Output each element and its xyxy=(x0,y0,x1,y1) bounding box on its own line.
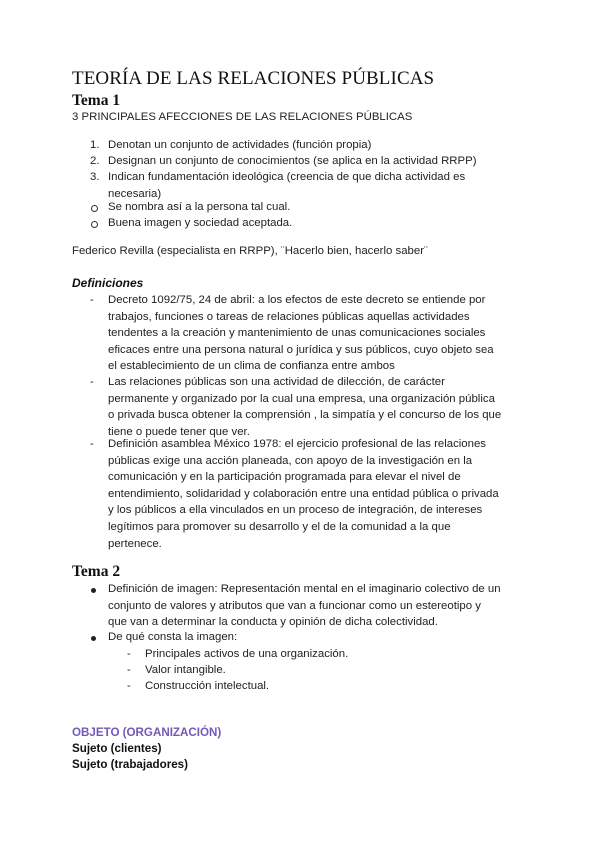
list-item-line: Denotan un conjunto de actividades (función propia) xyxy=(108,139,372,151)
hollow-circle-icon xyxy=(91,221,98,228)
dash-marker: - xyxy=(90,294,94,306)
list-item xyxy=(108,153,477,170)
list-item: Se nombra así a la persona tal cual. xyxy=(108,201,291,213)
definition-item xyxy=(108,374,501,440)
list-item: Buena imagen y sociedad aceptada. xyxy=(108,217,293,229)
definition-line: comunicación y en la participación programada para elevar el nivel de xyxy=(108,471,461,484)
definiciones-heading: Definiciones xyxy=(72,276,144,290)
definition-line: tendentes a la creación y mantenimiento de unas comunicaciones sociales xyxy=(108,327,486,340)
definition-line: el establecimiento de un clima de confianza entre ambos xyxy=(108,360,395,373)
hollow-circle-icon xyxy=(91,205,98,212)
list-item-line: necesaria) xyxy=(108,187,162,200)
definition-line: legítimos para promover su desarrollo y el de la comunidad a la que xyxy=(108,520,451,533)
definition-line: públicas exige una acción planeada, con apoyo de la investigación en la xyxy=(108,454,473,467)
bullet-icon xyxy=(91,588,96,593)
objeto-heading: OBJETO (ORGANIZACIÓN) xyxy=(72,726,222,739)
bullet-icon xyxy=(91,636,96,641)
definition-line: trabajos, funciones o tareas de relaciones públicas aquellas actividades xyxy=(108,310,470,323)
list-item xyxy=(108,137,371,154)
list-item xyxy=(108,629,237,646)
document-title: TEORÍA DE LAS RELACIONES PÚBLICAS xyxy=(72,68,435,89)
definition-line: entendimiento, solidaridad y colaboración entre una entidad pública o privada xyxy=(108,487,499,500)
list-item-line: Definición de imagen: Representación mental en el imaginario colectivo de un xyxy=(108,583,501,595)
list-item-line: De qué consta la imagen: xyxy=(108,631,238,643)
list-marker: 1. xyxy=(90,139,100,151)
list-item: Construcción intelectual. xyxy=(145,680,270,692)
tema1-heading: Tema 1 xyxy=(72,92,121,109)
definition-line: y los públicos a ella vinculados en un proceso de integración, de intereses xyxy=(108,504,483,517)
list-item-line: Designan un conjunto de conocimientos (se aplica en la actividad RRPP) xyxy=(108,155,477,167)
list-item: Principales activos de una organización. xyxy=(145,648,349,660)
definition-item xyxy=(108,292,494,375)
dash-marker: - xyxy=(127,648,131,660)
definition-line: permanente y organizado por la cual una empresa, una organización pública xyxy=(108,392,495,405)
list-item-line: conjunto de valores y atributos que van a funcionar como un estereotipo y xyxy=(108,599,481,612)
definition-line: Decreto 1092/75, 24 de abril: a los efectos de este decreto se entiende por xyxy=(108,294,486,306)
tema1-subtitle: 3 PRINCIPALES AFECCIONES DE LAS RELACIONES PÚBLICAS xyxy=(72,111,413,123)
list-item-line: Indican fundamentación ideológica (creencia de que dicha actividad es xyxy=(108,171,466,183)
list-item: Valor intangible. xyxy=(145,664,226,676)
sujeto-clientes: Sujeto (clientes) xyxy=(72,742,162,755)
dash-marker: - xyxy=(90,438,94,450)
definition-line: Definición asamblea México 1978: el ejercicio profesional de las relaciones xyxy=(108,438,486,450)
list-marker: 3. xyxy=(90,171,100,183)
list-item xyxy=(108,169,465,202)
definition-item xyxy=(108,436,499,552)
definition-line: eficaces entre una persona natural o jurídica y sus públicos, cuyo objeto sea xyxy=(108,343,494,356)
list-item xyxy=(108,581,501,631)
dash-marker: - xyxy=(90,376,94,388)
definition-line: o privada busca obtener la comprensión , la simpatía y el concurso de los que xyxy=(108,409,502,422)
definition-line: Las relaciones públicas son una actividad de dilección, de carácter xyxy=(108,376,445,388)
definition-line: tiene o puede tener que ver. xyxy=(108,425,250,438)
tema2-heading: Tema 2 xyxy=(72,563,121,580)
list-item-line: que van a determinar la conducta y opinión de dicha colectividad. xyxy=(108,616,438,629)
dash-marker: - xyxy=(127,680,131,692)
sujeto-trabajadores: Sujeto (trabajadores) xyxy=(72,758,188,771)
dash-marker: - xyxy=(127,664,131,676)
revilla-quote: Federico Revilla (especialista en RRPP), ¨Hacerlo bien, hacerlo saber¨ xyxy=(72,245,428,257)
list-marker: 2. xyxy=(90,155,100,167)
definition-line: pertenece. xyxy=(108,537,162,550)
